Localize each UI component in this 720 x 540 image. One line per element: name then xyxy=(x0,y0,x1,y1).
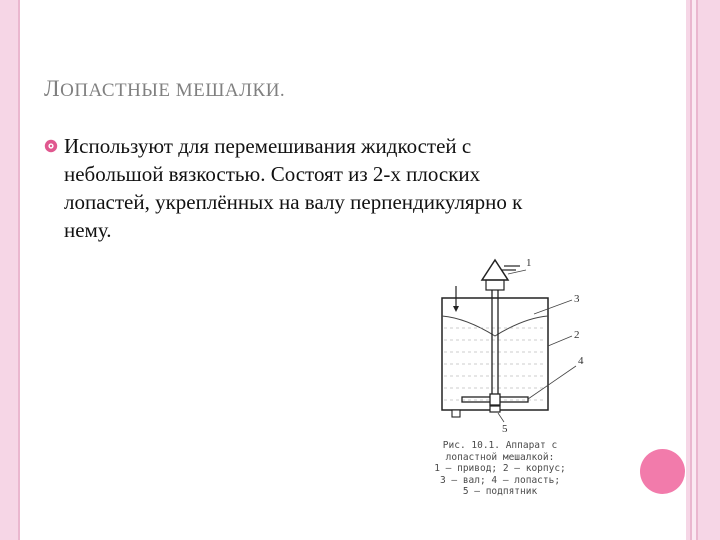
bullet-text: Используют для перемешивания жидкостей с небольшой вязкостью. Состоят из 2-х плоских лопастей, укреплённых на валу перпендикулярно к нему. xyxy=(64,134,523,242)
bearing xyxy=(490,406,500,412)
title-first-letter: Л xyxy=(44,76,61,101)
left-decorative-border xyxy=(0,0,20,540)
decorative-pink-circle xyxy=(640,449,685,494)
label-2: 2 xyxy=(574,329,580,341)
label-4: 4 xyxy=(578,355,584,367)
gear-bullet-icon xyxy=(44,139,58,153)
slide-title xyxy=(44,76,285,102)
figure-caption: Рис. 10.1. Аппарат с лопастной мешалкой: 1 – привод; 2 – корпус; 3 – вал; 4 – лопасть; 5 – подпятник xyxy=(434,440,566,497)
title-rest: ОПАСТНЫЕ МЕШАЛКИ. xyxy=(60,80,286,101)
liquid-surface xyxy=(442,316,548,336)
label-5: 5 xyxy=(502,423,508,435)
label-1: 1 xyxy=(526,257,532,269)
liquid-hatching xyxy=(444,328,546,400)
label-3: 3 xyxy=(574,293,580,305)
outlet xyxy=(452,410,460,417)
vessel-body xyxy=(442,298,548,410)
right-decorative-stripe xyxy=(690,0,698,540)
